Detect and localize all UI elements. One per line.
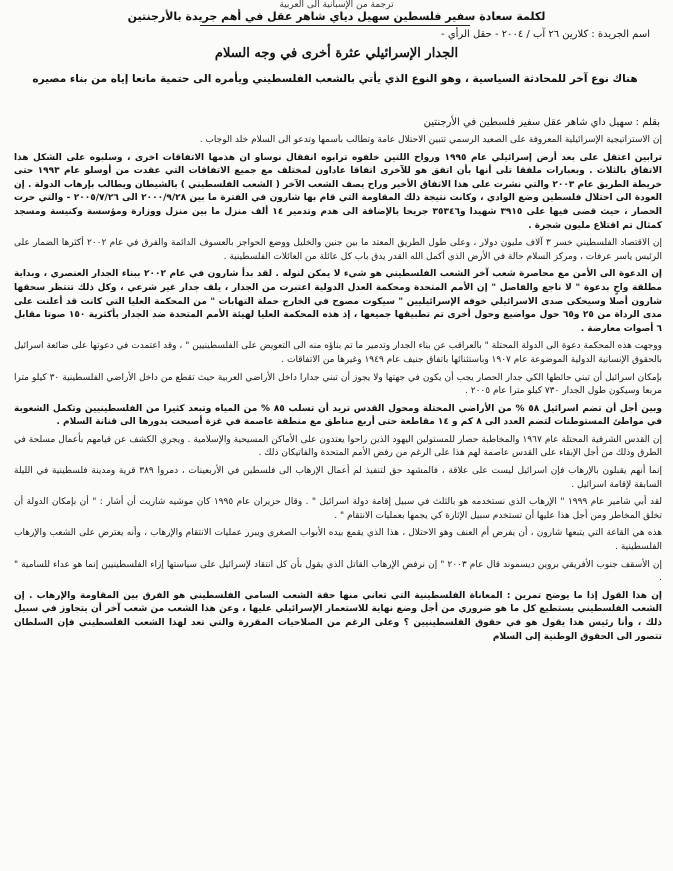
document-header: لكلمة سعادة سفير فلسطين سهيل دياي شاهر عقل في أهم جريدة بالأرجنتين bbox=[127, 10, 546, 23]
paragraph: إن الاقتصاد الفلسطيني خسر ٣ آلاف مليون دولار ، وعلى طول الطريق المعتد ما بين جنين والخليل ووضع الحواجز بالعسوف الدائمة والفرق في عام ٢٠٠٢ أكثرها الضمار على الرئيس ياسر عرفات ، ومركز السلام حالة في الأرض الذي أكمل الله القدر يدق باب كل عائلة من العائلات الفلسطينية . bbox=[14, 238, 662, 262]
paragraph: ترابين اعتقل على بعد أرض إسرائيلي عام ١٩٩٥ ورواح اللتين خلفوه ترابوه انفقال نوساو ان هذمها الاتفاقات اخرى ، وسلبوه على الشكل هذا الاتفاق بالثلاث . وبعبارات ملفقا تلى أنها بأن اتفق هو للآخرى اتفاقا عاداون لمختلف مع جميع الاتفاقات التي عقدت من أوسلو عام ١٩٩٣ حتى خريطة الطريق عام ٢٠٠٣ والتي نشرت على هذا الاتفاق الأخير وراح يصف الشعب الآخر ( الشعب الفلسطيني ) بالشيطان ويطالب بإرهاب الدولة . إن العودة الى احتلال فلسطين وضع الوادي ، وكانت نتيجة ذلك المقاومة التي قام بها شارون في الفترة ما بين ٢٠٠٠/٩/٢٨ الى ٢٠٠٥/٧/٢٦ - والتي حرت الحصار ، حيث قضى فيها على ٣٩١٥ شهيدا و٣٥٣٤٦ جريحا بالإضافة الى هدم وتدمير ١٤ ألف منزل ما بين منزل ووزارة ومؤسسة وكنيسة ومسجد كمثال تم اقتلاع مليون شجرة . bbox=[14, 152, 662, 231]
paragraph: بإمكان اسرائيل أن تبني حائطها الكي جدار الحصار يجب أن يكون في جهتها ولا يجوز أن تبني جدارا داخل الأراضي العربية حيث تقطع من داخل الأراضي الفلسطينية ٣٠ كيلو مترا مربعا وسيكون طول الجدار ٧٣٠ كيلو مترا عام ٢٠٠٥ . bbox=[14, 372, 662, 397]
article-body bbox=[14, 134, 662, 869]
top-line: ترجمة من الإسبانية الى العربية bbox=[279, 0, 394, 10]
paragraph: إن القدس الشرقية المحتلة عام ١٩٦٧ والمخاطبة حصار للمستولين اليهود الذين راحوا يعتدون على الأماكن المسيحية والإسلامية . ويجري الكشف عن قيامهم بأعمال مسلحة في الطرق وذلك من أجل الإبقاء على القدس عاصمة لهم هذا على الرغم من رفض الأمم المتحدة والفاتيكان ذلك . bbox=[14, 434, 662, 459]
paragraph: لقد أبي شامير عام ١٩٩٩ " الإرهاب الذي نستخدمه هو بالثلث في سبيل إقامة دولة اسرائيل " . وقال حزيران عام ١٩٩٥ كان موشيه شاريت أن أشار : " أن بإمكان الدولة أن تخلق المخاطر ومن أجل هذا عليها أن تستخدم سبيل الإثارة كي يجمها بعمليات الانتقام " . bbox=[14, 497, 662, 521]
paragraph: هذه هي القاعة التي يتبعها شارون ، أن يفرض أم العنف وهو الاحتلال ، هذا الذي يقمع بيده الأبواب الصغرى ويبرر عمليات الانتقام والإرهاب ، وأنه يعترض على الشعب والإرهاب الفلسطينية . bbox=[14, 528, 662, 553]
paragraph: إن الأسقف جنوب الأفريقي بروين ديسموند قال عام ٢٠٠٣ " إن نرفض الإرهاب القاتل الذي يقول بأن كل انتقاد لإسرائيل على سياستها إزاء الفلسطينيين إنما هو عداء للسامية " . bbox=[14, 559, 662, 584]
page-subtitle: هناك نوع آخر للمحادثة السياسية ، وهو النوع الذي يأتي بالشعب الفلسطيني ويأمره الى حتمية مانعا إياه من بناء مصيره bbox=[32, 73, 638, 85]
paragraph: إن هذا القول إذا ما يوضح تمرين : المعاناة الفلسطينية التي تعاني منها حقة الشعب السامي الفلسطيني هو الفرق بين المقاومة والإرهاب . إن الشعب الفلسطيني يستطيع كل ما هو ضروري من أجل وضع نهاية للاستعمار الإسرائيلي عليها ، وعن هذا الشعب من شعب آخر أن يتجاوز في سبيل ذلك ، وأنا رئيس هذا يقول هو في حقوق الفلسطينيين ؟ وعلى الرغم من الصلاحيات المقررة والتي تعد لهذا الشعب الفلسطيني فإن السلطان تتصور الى الحقوق الوطنية إلى السلام bbox=[14, 590, 662, 642]
paragraph: وبين أجل أن تضم اسرائيل ٥٨ % من الأراضي المحتلة ومحول القدس تريد أن تسلب ٨٥ % من المياه وتبعد كثيرا من الفلسطينيين وتكمل الشعوبة في مواطئ المستوطنات لتضم العدد الى ٨ كم و ١٤ مقاطعة حتى أربع مناطق مع منطقة عاصمة في غزة أصبحت بدورها الى قنانة السلام . bbox=[14, 403, 662, 428]
paragraph: ووجهت هذه المحكمة دعوة الى الدولة المحتلة " بالعراقب عن بناء الجدار وتدمير ما تم بناؤه منه الى التعويض على الفلسطينيين " ، وقد اعتمدت في دعوتها على ضائعة اسرائيل بالحقوق الإنسانية الدولية الموضوعة عام ١٩٠٧ وباستثنائها باتفاق جنيف عام ١٩٤٩ وغيرها من الاتفاقات . bbox=[14, 341, 662, 365]
byline: بقلم : سهيل داي شاهر عقل سفير فلسطين في الأرجنتين bbox=[423, 117, 660, 128]
page-title: الجدار الإسرائيلي عثرة أخرى في وجه السلام bbox=[214, 46, 459, 61]
paragraph: إن الاستراتيجية الإسرائيلية المعروفة على الصعيد الرسمي تتبين الاحتلال عامة وتطالب بأسمها وتدعو الى السلام خلد الوجاب . bbox=[199, 135, 662, 145]
source-line: اسم الجريدة : كلارين ٢٦ آب / ٢٠٠٤ - حقل الرأي - bbox=[441, 29, 650, 40]
paragraph: إنما أنهم يقبلون بالإرهاب فإن اسرائيل ليست على علاقة ، فالمشهد حق لتنفيذ لم أعمال الإرهاب الى فلسطين في الأربعينات ، دمروا ٣٨٩ قرية ومدينة فلسطينية في الليلة السابقة لإقامة اسرائيل . bbox=[14, 466, 662, 490]
paragraph: إن الدعوة الى الأمن مع محاصرة شعب آخر الشعب الفلسطيني هو شيء لا يمكن لنوله . لقد بدأ شارون في عام ٢٠٠٢ ببناء الجدار العنصري ، وبداية مطلقة واحٍ بدعوة " لا ناجع والفاصل " إن الأمم المتحدة ومحكمة العدل الدولية اعتبرت من الجدار ، يلف جدار غير شرعي ، وكل ذلك تنتظر سحقها شارون أصلا وسيحكى صدى الاسرائيلي خوفه الإسرائيليين " سيكوت مصوح في الخارج حملة التهابات " من المحكمة العليا التي كانت قد أعلنت على مدى الرداة من ٢٥ و٦٥ حول مواضيع وحول أخرى تم تطبيقها جميعها ، إذ هذه المحكمة العليا لهيئة الأمم المتحدة ضد الجدار بأكثرية ١٥٠ صوتا مقابل ٦ أصوات معارضة . bbox=[14, 269, 662, 334]
header-rule bbox=[200, 25, 470, 26]
